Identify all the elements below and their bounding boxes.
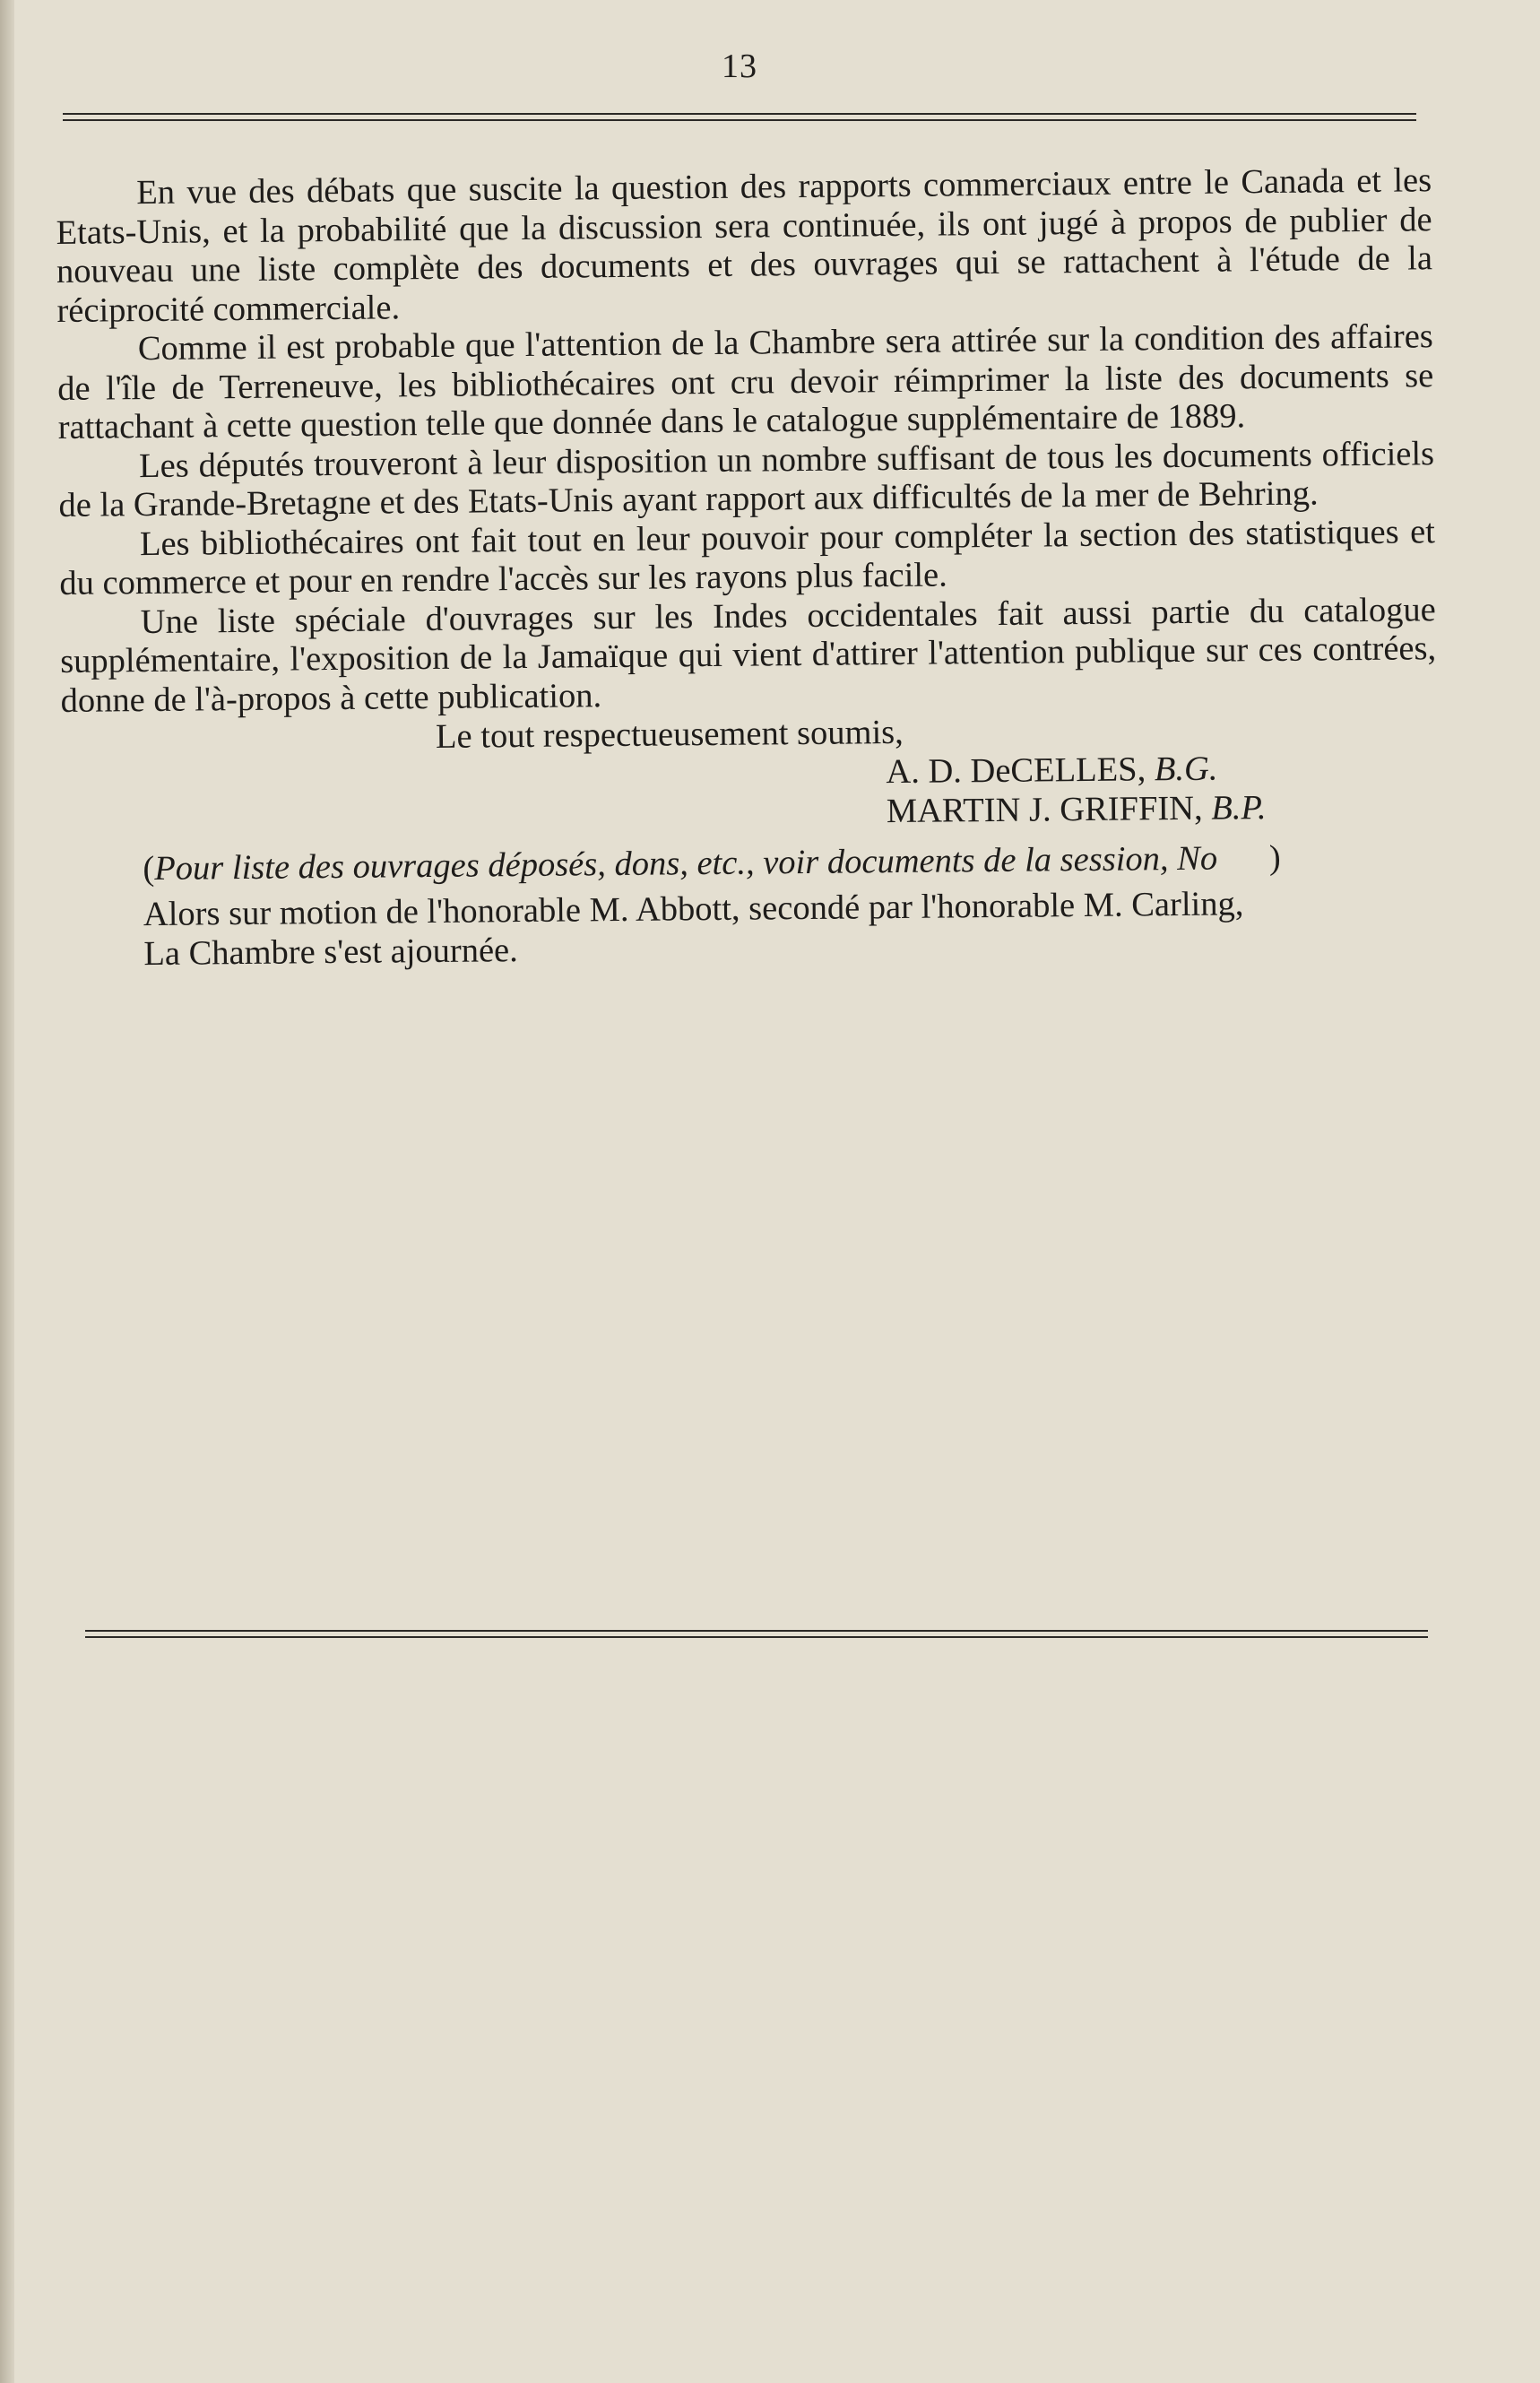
report-paragraph-1: En vue des débats que suscite la question des rapports commerciaux entre le Canada et les Etats-Unis, et la probabilité que la discussion sera continuée, ils ont jugé à propos de publier de nouveau une liste complète des documents et des ouvrages qui se rattachent à l'étude de la réciprocité commerciale. [56, 161, 1433, 330]
page-binding-edge [0, 0, 14, 2383]
signature-title: B.P. [1211, 789, 1267, 828]
report-paragraph-5: Une liste spéciale d'ouvrages sur les Indes occidentales fait aussi partie du catalogue supplémentaire, l'exposition de la Jamaïque qui vient d'attirer l'attention publique sur ces contrées, donne de l'à-propos à cette publication. [60, 590, 1437, 720]
signature-name: MARTIN J. GRIFFIN, [886, 789, 1203, 831]
report-body [56, 161, 1439, 975]
bottom-double-rule [85, 1630, 1428, 1638]
page-number: 13 [722, 48, 757, 85]
closing-formula: Le tout respectueusement soumis, [435, 713, 904, 756]
report-paragraph-2: Comme il est probable que l'attention de la Chambre sera attirée sur la condition des affaires de l'île de Terreneuve, les bibliothécaires ont cru devoir réimprimer la liste des documents se rattachant à cette question telle que donnée dans le catalogue supplémentaire de 1889. [57, 317, 1434, 446]
motion-text: Alors sur motion de l'honorable M. Abbott, secondé par l'honorable M. Carling, [143, 885, 1244, 934]
top-double-rule [63, 113, 1416, 121]
report-paragraph-3: Les députés trouveront à leur disposition un nombre suffisant de tous les documents officiels de la Grande-Bretagne et des Etats-Unis ayant rapport aux difficultés de la mer de Behring. [58, 434, 1435, 524]
signature-name: A. D. DeCELLES, [886, 750, 1146, 792]
adjournment-text: La Chambre s'est ajournée. [143, 931, 518, 973]
note-open-paren: ( [143, 849, 155, 888]
signature-title: B.G. [1154, 750, 1218, 789]
note-close-paren: ) [1268, 838, 1281, 878]
session-documents-note [62, 836, 1438, 889]
report-paragraph-4: Les bibliothécaires ont fait tout en leur pouvoir pour compléter la section des statistiques et du commerce et pour en rendre l'accès sur les rayons plus facile. [59, 512, 1436, 602]
note-text: Pour liste des ouvrages déposés, dons, etc., voir documents de la session, No [154, 839, 1218, 888]
